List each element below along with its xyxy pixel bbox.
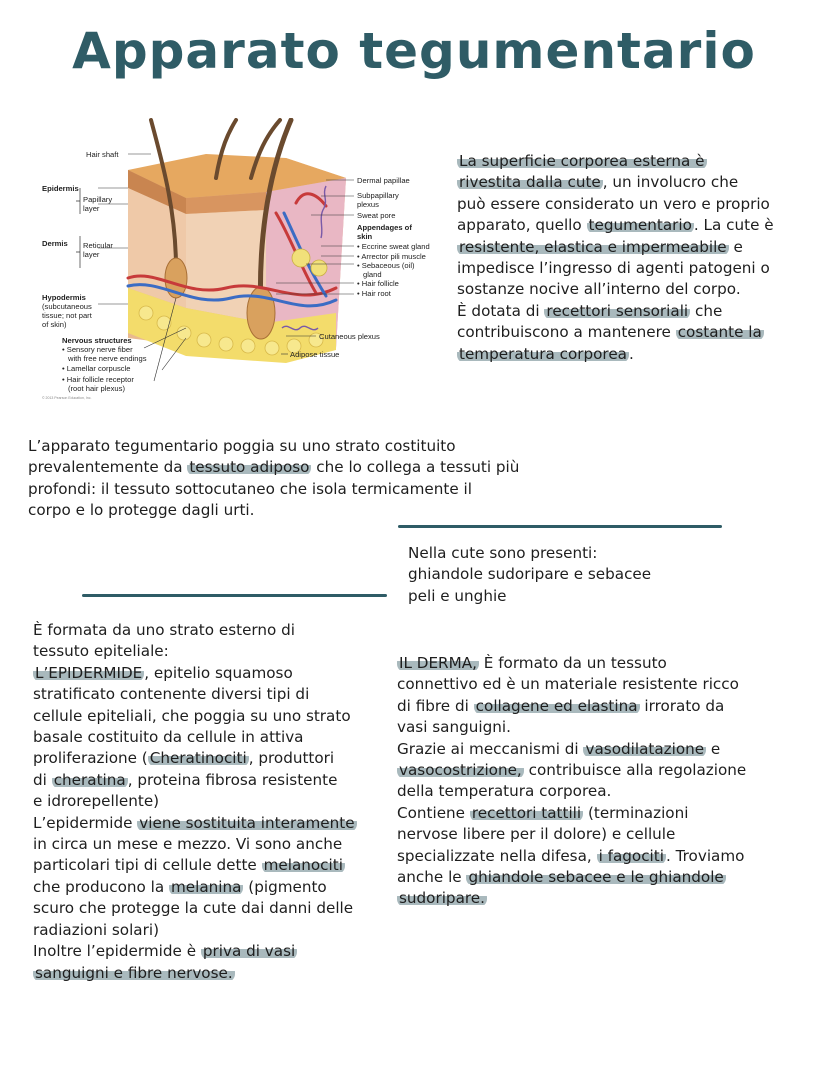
label-reticular-1: Reticular <box>83 241 113 250</box>
text-segment: in circa un mese e mezzo. Vi sono anche <box>33 835 343 854</box>
text-segment: può essere considerato un vero e proprio <box>457 194 770 213</box>
highlight: La superficie corporea esterna è <box>459 152 705 170</box>
label-n3b: (root hair plexus) <box>68 384 125 393</box>
text-line <box>397 781 746 802</box>
label-n3a: • Hair follicle receptor <box>62 375 134 384</box>
label-papillary-1: Papillary <box>83 195 113 204</box>
label-appendages-2: skin <box>357 232 373 241</box>
text-segment: della temperatura corporea. <box>397 782 612 801</box>
text-line <box>457 322 774 343</box>
text-line <box>33 834 357 855</box>
label-hair-root: • Hair root <box>357 289 391 298</box>
text-line <box>457 258 774 279</box>
text-line <box>397 739 746 760</box>
text-segment: irrorato da <box>639 696 725 715</box>
copyright: © 2013 Pearson Education, Inc. <box>42 396 92 400</box>
text-segment: di <box>33 770 52 789</box>
label-n1a: • Sensory nerve fiber <box>62 345 133 354</box>
text-line <box>33 684 357 705</box>
intro-paragraph <box>457 151 774 365</box>
text-segment: È dotata di <box>457 301 545 320</box>
text-line <box>397 696 746 717</box>
label-papillary-2: layer <box>83 204 100 213</box>
text-line <box>33 813 357 834</box>
label-arrector: • Arrector pili muscle <box>357 252 426 261</box>
text-line <box>33 641 357 662</box>
text-segment: (terminazioni <box>583 803 689 822</box>
text-line <box>457 194 774 215</box>
text-line <box>408 543 651 564</box>
label-sebaceous-1: • Sebaceous (oil) <box>357 261 415 270</box>
text-segment: che <box>690 301 723 320</box>
divider-right <box>398 525 722 528</box>
text-line <box>457 172 774 193</box>
label-hypodermis: Hypodermis <box>42 293 86 302</box>
text-line <box>408 586 651 607</box>
text-line <box>33 748 357 769</box>
label-hypo-3: of skin) <box>42 320 67 329</box>
text-line <box>397 653 746 674</box>
divider-left <box>82 594 387 597</box>
text-line <box>33 770 357 791</box>
text-segment: tessuto epiteliale: <box>33 642 169 661</box>
text-line <box>397 846 746 867</box>
highlight: temperatura corporea <box>459 344 627 363</box>
text-segment: Grazie ai meccanismi di <box>397 739 584 758</box>
label-n2: • Lamellar corpuscle <box>62 364 131 373</box>
text-line <box>457 279 774 300</box>
label-epidermis: Epidermis <box>42 184 79 193</box>
highlight: costante la <box>677 323 762 342</box>
text-segment: radiazioni solari) <box>33 920 159 939</box>
label-hypo-1: (subcutaneous <box>42 302 92 311</box>
text-segment: contribuiscono a mantenere <box>457 323 676 342</box>
text-line <box>397 717 746 738</box>
text-segment: scuro che protegge la cute dai danni delle <box>33 899 354 918</box>
text-line <box>457 237 774 258</box>
text-line <box>28 479 519 500</box>
highlight: melanina <box>171 877 242 896</box>
label-dermis: Dermis <box>42 239 68 248</box>
text-segment: impedisce l’ingresso di agenti patogeni o <box>457 259 770 278</box>
text-segment: È formato da un tessuto <box>478 654 667 672</box>
text-line <box>28 436 519 457</box>
text-line <box>397 803 746 824</box>
text-line <box>408 564 651 585</box>
text-segment: , epitelio squamoso <box>144 663 293 682</box>
text-line <box>33 706 357 727</box>
label-subpapillary-2: plexus <box>357 200 379 209</box>
highlight: IL DERMA, <box>399 654 477 672</box>
label-subpapillary-1: Subpapillary <box>357 191 399 200</box>
text-segment: , produttori <box>248 749 335 768</box>
label-hair-shaft: Hair shaft <box>86 150 119 159</box>
highlight: tessuto adiposo <box>189 458 310 477</box>
text-line <box>457 215 774 236</box>
label-nervous: Nervous structures <box>62 336 132 345</box>
text-line <box>397 674 746 695</box>
dermis-paragraph <box>397 653 746 910</box>
highlight: tegumentario <box>588 216 692 235</box>
text-segment: anche le <box>397 868 467 887</box>
text-segment: stratificato contenente diversi tipi di <box>33 685 310 704</box>
text-segment: prevalentemente da <box>28 458 188 477</box>
label-reticular-2: layer <box>83 250 100 259</box>
highlight: ghiandole sebacee e le ghiandole <box>468 868 724 887</box>
text-segment: L’apparato tegumentario poggia su uno strato costituito <box>28 437 456 455</box>
text-line <box>33 727 357 748</box>
text-line <box>457 151 774 172</box>
text-segment: . La cute è <box>693 216 774 235</box>
text-segment: proliferazione ( <box>33 749 148 768</box>
text-segment: , proteina fibrosa resistente <box>127 770 338 789</box>
text-line <box>28 457 519 478</box>
present-list <box>408 543 651 607</box>
adipose-paragraph <box>28 436 519 522</box>
text-segment: che lo collega a tessuti più <box>311 458 520 477</box>
text-segment: apparato, quello <box>457 216 587 235</box>
text-line <box>33 855 357 876</box>
text-segment: È formata da uno strato esterno di <box>33 621 296 639</box>
text-segment: Nella cute sono presenti: <box>408 544 598 562</box>
skin-diagram <box>36 118 446 403</box>
text-segment: , un involucro che <box>602 173 739 192</box>
text-segment: contribuisce alla regolazione <box>523 761 747 780</box>
label-sebaceous-2: gland <box>363 270 382 279</box>
text-segment: ghiandole sudoripare e sebacee <box>408 565 652 584</box>
highlight: viene sostituita interamente <box>139 813 355 832</box>
text-line <box>33 898 357 919</box>
label-dermal-papillae: Dermal papillae <box>357 176 410 185</box>
highlight: recettori tattili <box>471 803 582 822</box>
label-adipose: Adipose tissue <box>290 350 340 359</box>
text-segment: particolari tipi di cellule dette <box>33 856 262 875</box>
text-segment: . Troviamo <box>665 846 745 865</box>
text-line <box>397 824 746 845</box>
text-line <box>33 941 357 962</box>
highlight: sudoripare. <box>399 889 485 908</box>
text-segment: basale costituito da cellule in attiva <box>33 728 304 747</box>
highlight: L’EPIDERMIDE <box>35 663 143 682</box>
text-line <box>33 920 357 941</box>
label-eccrine: • Eccrine sweat gland <box>357 242 430 251</box>
label-sweat-pore: Sweat pore <box>357 211 396 220</box>
text-line <box>397 760 746 781</box>
text-segment: L’epidermide <box>33 813 138 832</box>
text-line <box>33 620 357 641</box>
highlight: recettori sensoriali <box>546 301 689 320</box>
text-line <box>457 344 774 365</box>
skin-illustration <box>36 118 446 403</box>
text-line <box>28 500 519 521</box>
highlight: vasocostrizione, <box>399 761 522 780</box>
highlight: resistente, elastica e impermeabile <box>459 237 727 256</box>
highlight: i fagociti <box>598 846 664 865</box>
text-segment: specializzate nella difesa, <box>397 846 597 865</box>
label-appendages-1: Appendages of <box>357 223 412 232</box>
page-title: Apparato tegumentario <box>72 22 756 80</box>
text-line <box>33 663 357 684</box>
highlight: priva di vasi <box>202 942 296 961</box>
text-segment: corpo e lo protegge dagli urti. <box>28 501 255 520</box>
text-segment: Inoltre l’epidermide è <box>33 942 201 961</box>
text-segment: nervose libere per il dolore) e cellule <box>397 825 676 844</box>
text-line <box>397 888 746 909</box>
epidermis-paragraph <box>33 620 357 984</box>
text-line <box>33 963 357 984</box>
text-segment: e <box>706 739 721 758</box>
text-segment: e <box>728 237 743 256</box>
text-segment: sostanze nocive all’interno del corpo. <box>457 280 741 299</box>
text-segment: e idrorepellente) <box>33 792 160 811</box>
text-segment: peli e unghie <box>408 586 507 605</box>
text-line <box>33 791 357 812</box>
text-line <box>397 867 746 888</box>
highlight: melanociti <box>263 856 343 875</box>
highlight: sanguigni e fibre nervose. <box>35 963 233 982</box>
highlight: Cheratinociti <box>149 749 247 768</box>
label-hair-follicle: • Hair follicle <box>357 279 399 288</box>
text-segment: che producono la <box>33 877 169 896</box>
text-segment: cellule epiteliali, che poggia su uno strato <box>33 706 351 725</box>
label-n1b: with free nerve endings <box>68 354 147 363</box>
text-segment: connettivo ed è un materiale resistente ricco <box>397 675 739 694</box>
text-line <box>457 301 774 322</box>
label-cutaneous: Cutaneous plexus <box>319 332 380 341</box>
highlight: collagene ed elastina <box>475 696 638 715</box>
text-segment: profondi: il tessuto sottocutaneo che isola termicamente il <box>28 479 472 498</box>
text-segment: di fibre di <box>397 696 474 715</box>
text-segment: vasi sanguigni. <box>397 718 511 737</box>
highlight: vasodilatazione <box>585 739 705 758</box>
text-segment: . <box>628 344 634 363</box>
text-segment: Contiene <box>397 803 470 822</box>
label-hypo-2: tissue; not part <box>42 311 92 320</box>
highlight: rivestita dalla cute <box>459 173 601 192</box>
text-segment: (pigmento <box>243 877 327 896</box>
highlight: cheratina <box>53 770 126 789</box>
text-line <box>33 877 357 898</box>
